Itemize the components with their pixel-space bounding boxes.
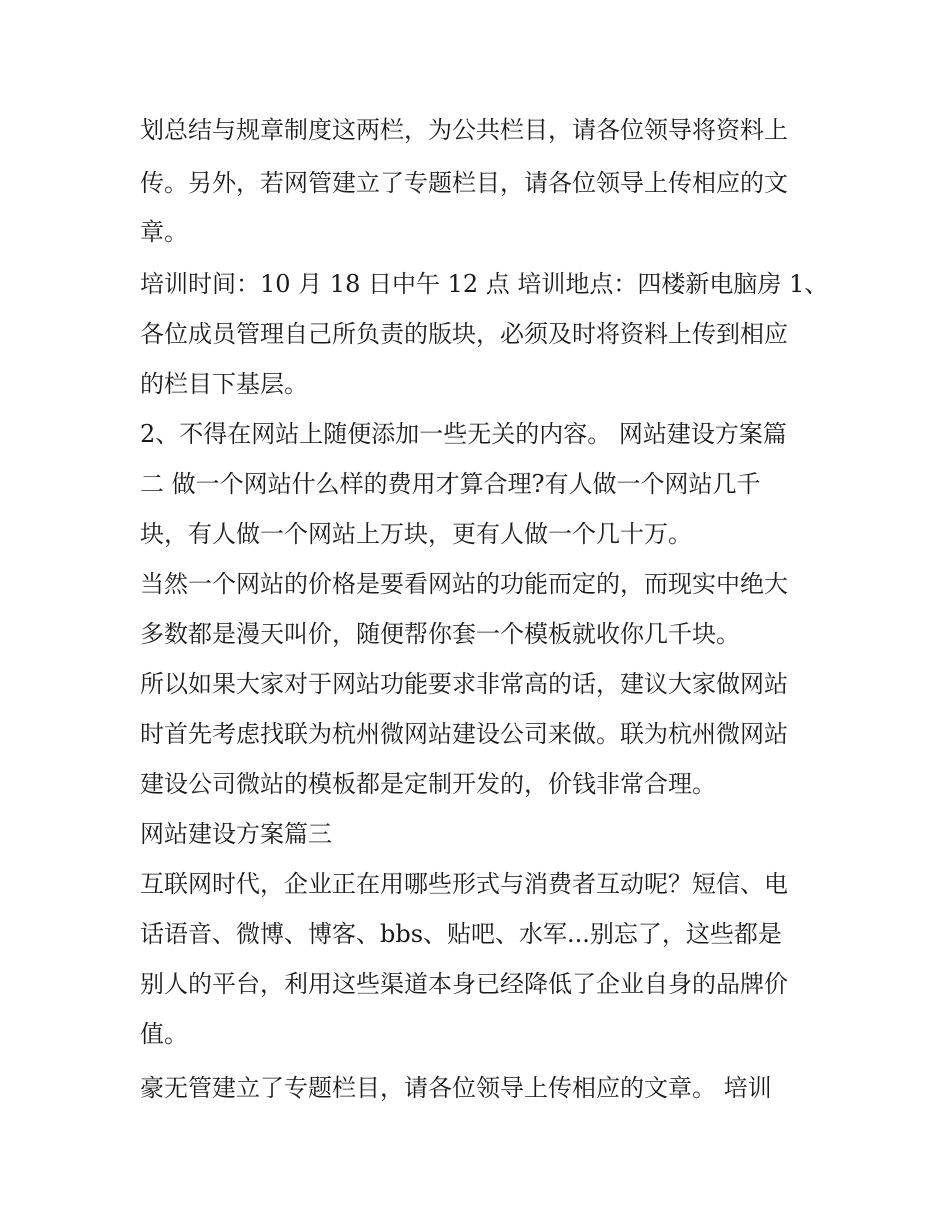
text-line: 各位成员管理自己所负责的版块，必须及时将资料上传到相应 — [140, 320, 788, 348]
text-line: 传。另外，若网管建立了专题栏目，请各位领导上传相应的文 — [140, 169, 788, 197]
text-line: 时首先考虑找联为杭州微网站建设公司来做。联为杭州微网站 — [140, 720, 788, 748]
text-line: 互联网时代，企业正在用哪些形式与消费者互动呢？短信、电 — [140, 870, 788, 898]
text-line: 2、不得在网站上随便添加一些无关的内容。 网站建设方案篇 — [140, 420, 787, 448]
text-line: 培训时间：10 月 18 日中午 12 点 培训地点：四楼新电脑房 1、 — [140, 270, 829, 298]
text-line: 章。 — [140, 218, 188, 246]
text-line: 所以如果大家对于网站功能要求非常高的话，建议大家做网站 — [140, 670, 788, 698]
text-line: 划总结与规章制度这两栏，为公共栏目，请各位领导将资料上 — [140, 116, 788, 144]
text-line: 当然一个网站的价格是要看网站的功能而定的，而现实中绝大 — [140, 570, 788, 598]
text-line: 二 做一个网站什么样的费用才算合理?有人做一个网站几千 — [140, 470, 761, 498]
text-line: 多数都是漫天叫价，随便帮你套一个模板就收你几千块。 — [140, 620, 740, 648]
text-line: 块，有人做一个网站上万块，更有人做一个几十万。 — [140, 520, 692, 548]
text-line: 建设公司微站的模板都是定制开发的，价钱非常合理。 — [140, 770, 716, 798]
text-line: 豪无管建立了专题栏目，请各位领导上传相应的文章。 培训 — [140, 1074, 772, 1102]
section-heading: 网站建设方案篇三 — [140, 820, 332, 848]
text-line: 值。 — [140, 1020, 188, 1048]
text-line: 别人的平台，利用这些渠道本身已经降低了企业自身的品牌价 — [140, 970, 788, 998]
text-line: 话语音、微博、博客、bbs、贴吧、水军...别忘了，这些都是 — [140, 920, 782, 948]
text-line: 的栏目下基层。 — [140, 370, 308, 398]
